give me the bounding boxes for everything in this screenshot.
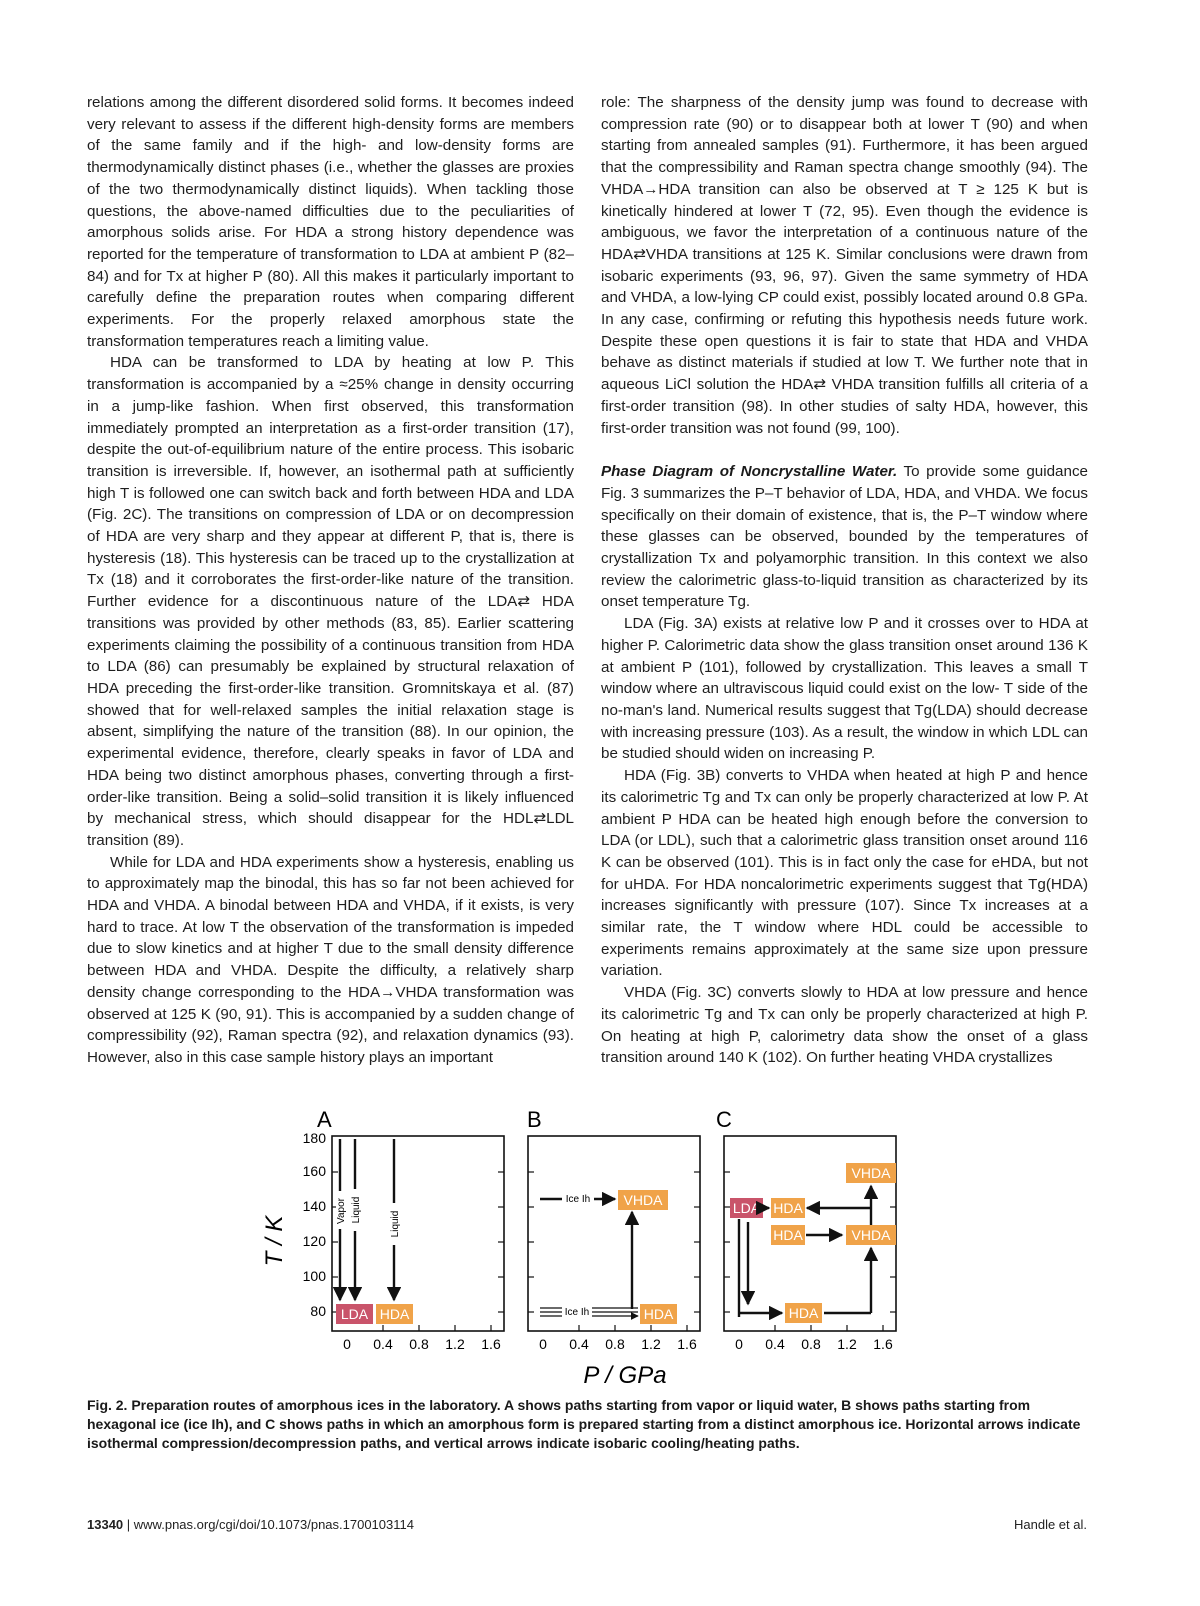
- page-number: 13340: [87, 1517, 124, 1532]
- x-tick: 1.2: [641, 1336, 661, 1352]
- paragraph: LDA (Fig. 3A) exists at relative low P and it crosses over to HDA at higher P. Calorimetric data show the glass transition onset around 136 K at ambient P (101), followed by crystallization. This leaves a small T window where an ultraviscous liquid could exist on the low- T side of the no-man's land. Numerical results suggest that Tg(LDA) should decrease with increasing pressure (103). As a result, the window in which LDL can be studied should widen on increasing P.: [601, 615, 1088, 763]
- figure-svg: [261, 1103, 930, 1393]
- vhda-box: VHDA: [623, 1192, 663, 1208]
- x-tick: 0.8: [801, 1336, 821, 1352]
- x-tick: 0.8: [605, 1336, 625, 1352]
- x-tick: 0.4: [569, 1336, 589, 1352]
- x-tick: 0: [539, 1336, 547, 1352]
- x-tick: 0: [343, 1336, 351, 1352]
- figure-caption: [87, 1396, 1089, 1453]
- vapor-label: Vapor: [336, 1198, 347, 1224]
- x-tick: 0.8: [409, 1336, 429, 1352]
- ice-ih-label: Ice Ih: [564, 1307, 590, 1318]
- section-heading: Phase Diagram of Noncrystalline Water.: [601, 463, 898, 481]
- panel-b: [527, 1107, 700, 1352]
- y-tick: 100: [302, 1268, 326, 1284]
- x-tick: 0: [735, 1336, 743, 1352]
- figure-2: [261, 1103, 930, 1393]
- x-tick: 1.6: [873, 1336, 893, 1352]
- x-tick: 0.4: [765, 1336, 785, 1352]
- x-axis-label: P / GPa: [583, 1362, 667, 1389]
- left-column: [87, 92, 574, 1069]
- x-tick: 0.4: [373, 1336, 393, 1352]
- paragraph: role: The sharpness of the density jump was found to decrease with compression rate (90) or to disappear both at lower T (90) and when starting from annealed samples (91). Furthermore, it has been argued that the compressibility and Raman spectra change smoothly (94). The VHDA→HDA transition can also be observed at T ≥ 125 K but is kinetically hindered at lower T (72, 95). Even though the evidence is ambiguous, we favor the interpretation of a continuous nature of the HDA⇄VHDA transitions at 125 K. Similar conclusions were drawn from isobaric experiments (93, 96, 97). Given the same symmetry of HDA and VHDA, a low-lying CP could exist, possibly located around 0.8 GPa. In any case, confirming or refuting this hypothesis needs future work. Despite these open questions it is fair to state that HDA and VHDA behave as distinct materials if studied at low T. We further note that in aqueous LiCl solution the HDA⇄ VHDA transition fulfills all criteria of a first-order transition (98). In other studies of salty HDA, however, this first-order transition was not found (99, 100).: [601, 94, 1088, 437]
- vhda-box: VHDA: [851, 1165, 891, 1181]
- x-tick: 1.2: [445, 1336, 465, 1352]
- caption-body: A shows paths starting from vapor or liquid water, B shows paths starting from hexagonal ice (ice Ih), and C shows paths in which an amorphous form is prepared starting from a distinct amorphous ice. Horizontal arrows indicate isothermal compression/decompression paths, and vertical arrows indicate isobaric cooling/heating paths.: [87, 1397, 1081, 1451]
- paragraph: VHDA (Fig. 3C) converts slowly to HDA at low pressure and hence its calorimetric Tg and Tx can only be properly characterized at high P. On heating at high P, calorimetry data show the onset of a glass transition around 140 K (102). On further heating VHDA crystallizes: [601, 984, 1088, 1067]
- footer-separator: |: [126, 1517, 134, 1532]
- liquid-label: Liquid: [390, 1210, 401, 1238]
- y-tick: 140: [302, 1198, 326, 1214]
- hda-box: HDA: [773, 1227, 803, 1243]
- y-tick: 180: [302, 1130, 326, 1146]
- paragraph: While for LDA and HDA experiments show a hysteresis, enabling us to approximately map the binodal, this has so far not been achieved for HDA and VHDA. A binodal between HDA and VHDA, if it exists, is very hard to trace. At low T the observation of the transformation is impeded due to slow kinetics and at higher T due to the small density difference between HDA and VHDA. Despite the difficulty, a relatively sharp density change corresponding to the HDA→VHDA transformation was observed at 125 K (90, 91). This is accompanied by a sudden change of compressibility (92), Raman spectra (92), and relaxation dynamics (93). However, also in this case sample history plays an important: [87, 853, 574, 1066]
- vhda-box: VHDA: [851, 1227, 891, 1243]
- y-tick: 80: [310, 1303, 326, 1319]
- section-text: To provide some guidance Fig. 3 summarizes the P–T behavior of LDA, HDA, and VHDA. We focus specifically on their domain of existence, that is, the P–T window where these glasses can be observed, bounded by the temperatures of crystallization Tx and polyamorphic transition. In this context we also review the calorimetric glass-to-liquid transition as characterized by its onset temperature Tg.: [601, 463, 1088, 611]
- y-tick: 160: [302, 1163, 326, 1179]
- doi-link[interactable]: www.pnas.org/cgi/doi/10.1073/pnas.1700103114: [133, 1517, 414, 1532]
- panel-label: A: [317, 1107, 332, 1132]
- paragraph: HDA can be transformed to LDA by heating at low P. This transformation is accompanied by a ≈25% change in density occurring in a jump-like fashion. When first observed, this transformation immediately prompted an interpretation as a first-order transition (17), despite the out-of-equilibrium nature of the entire process. This isobaric transition is irreversible. If, however, an isothermal path at sufficiently high T is followed one can switch back and forth between HDA and LDA (Fig. 2C). The transitions on compression of LDA or on decompression of HDA are very sharp and they appear at different P, that is, there is hysteresis (18). This hysteresis can be traced up to the crystallization at Tx (18) and it corroborates the first-order-like nature of the transition. Further evidence for a discontinuous nature of the LDA⇄ HDA transitions was provided by other methods (83, 85). Earlier scattering experiments claiming the possibility of a continuous transition from HDA to LDA (86) can presumably be explained by structural relaxation of HDA preceding the first-order-like transition. Gromnitskaya et al. (87) showed that for well-relaxed samples the initial relaxation stage is absent, simplifying the nature of the transition (88). In our opinion, the experimental evidence, therefore, clearly speaks in favor of LDA and HDA being two distinct amorphous phases, converting through a first-order-like transition. Being a solid–solid transition it is likely influenced by mechanical stress, which should disappear for the HDL⇄LDL transition (89).: [87, 354, 574, 849]
- y-ticks: [303, 1130, 327, 1319]
- hda-box: HDA: [643, 1306, 674, 1322]
- x-tick: 1.2: [837, 1336, 857, 1352]
- lda-box: LDA: [732, 1200, 761, 1216]
- panel-c: [716, 1107, 896, 1352]
- caption-lead: Fig. 2. Preparation routes of amorphous ices in the laboratory.: [87, 1397, 501, 1413]
- section-paragraph: [601, 461, 1088, 613]
- hda-box: HDA: [379, 1306, 410, 1322]
- ice-ih-label: Ice Ih: [565, 1194, 591, 1205]
- panel-label: B: [527, 1107, 542, 1132]
- right-column: [601, 92, 1088, 1069]
- footer-authors: Handle et al.: [1014, 1517, 1087, 1532]
- y-tick: 120: [302, 1233, 326, 1249]
- y-axis-label: T / K: [261, 1215, 288, 1267]
- hda-box: HDA: [788, 1305, 819, 1321]
- panel-a: [317, 1107, 504, 1352]
- x-tick: 1.6: [677, 1336, 697, 1352]
- paragraph: relations among the different disordered solid forms. It becomes indeed very relevant to assess if the different high-density forms are members of the same family and if the high- and low-density forms are thermodynamically distinct phases (i.e., whether the glasses are proxies of the two thermodynamically distinct liquids). When tackling those questions, the above-named difficulties due to the peculiarities of amorphous solids arise. For HDA a strong history dependence was reported for the temperature of transformation to LDA at ambient P (82–84) and for Tx at higher P (80). All this makes it particularly important to carefully define the preparation routes when comparing different experiments. For the properly relaxed amorphous state the transformation temperatures reach a limiting value.: [87, 94, 574, 350]
- footer-left: [87, 1517, 414, 1532]
- paragraph: HDA (Fig. 3B) converts to VHDA when heated at high P and hence its calorimetric Tg and Tx can only be properly characterized at low P. At ambient P HDA can be heated high enough before the conversion to LDA (or LDL), such that a calorimetric glass transition onset around 116 K can be observed (101). This is in fact only the case for eHDA, but not for uHDA. For HDA noncalorimetric experiments suggest that Tg(HDA) increases significantly with pressure (107). Since Tx increases at a similar rate, the T window where HDL could be accessible to experiments remains approximately at the same size upon pressure variation.: [601, 767, 1088, 980]
- liquid-label: Liquid: [351, 1196, 362, 1224]
- hda-box: HDA: [773, 1200, 803, 1216]
- x-tick: 1.6: [481, 1336, 501, 1352]
- panel-label: C: [716, 1107, 732, 1132]
- lda-box: LDA: [340, 1306, 369, 1322]
